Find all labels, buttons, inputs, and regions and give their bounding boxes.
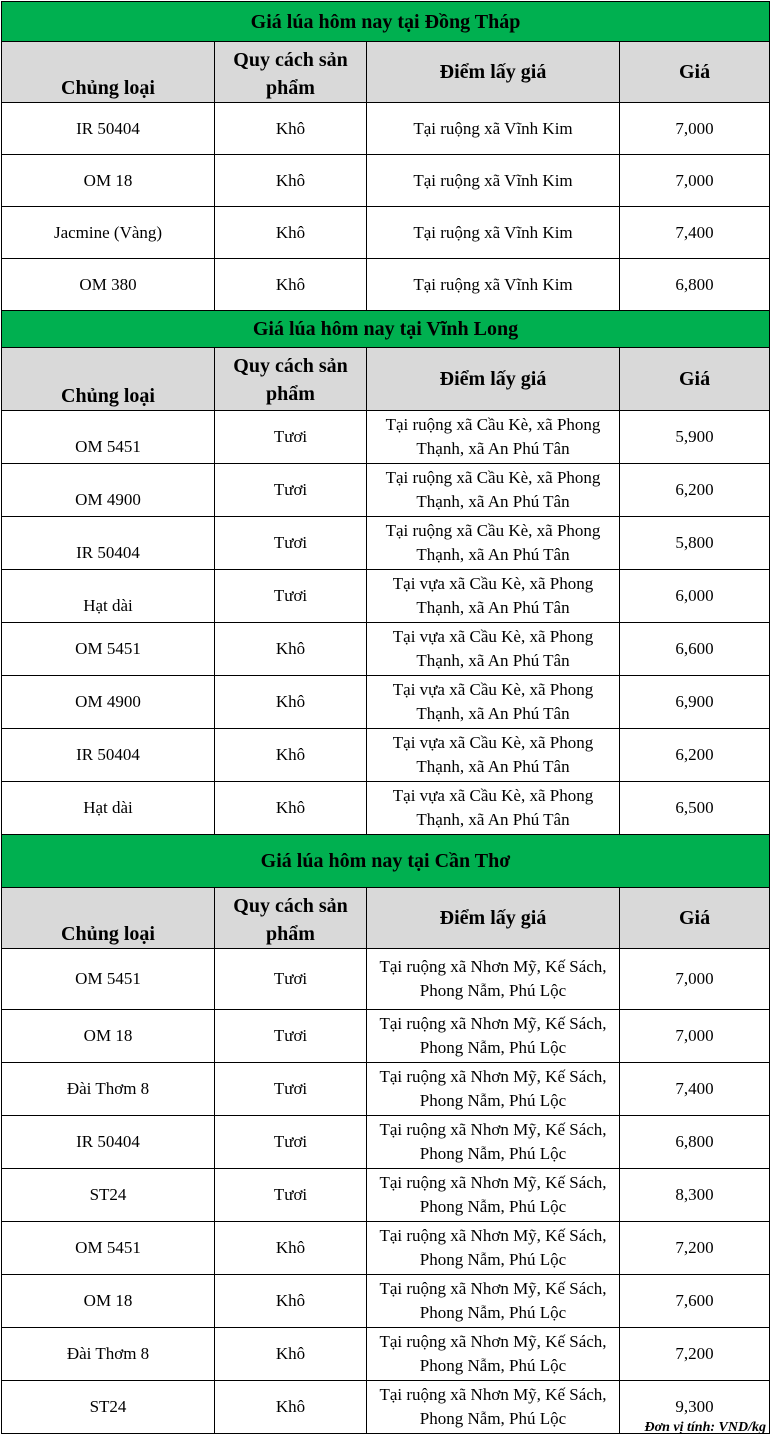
header-price: Giá [620, 42, 770, 103]
cell-place: Tại ruộng xã Nhơn Mỹ, Kế Sách, Phong Nẫm, Phú Lộc [367, 1381, 620, 1434]
table-row [2, 464, 770, 517]
cell-price: 7,000 [620, 949, 770, 1010]
cell-spec: Khô [215, 729, 367, 782]
section-title-row [2, 2, 770, 42]
cell-price: 6,800 [620, 259, 770, 311]
cell-spec: Tươi [215, 464, 367, 517]
cell-type: IR 50404 [2, 103, 215, 155]
header-spec: Quy cách sản phẩm [215, 42, 367, 103]
header-place: Điểm lấy giá [367, 888, 620, 949]
cell-price: 6,900 [620, 676, 770, 729]
cell-type: OM 5451 [2, 949, 215, 1010]
section-title: Giá lúa hôm nay tại Cần Thơ [2, 835, 770, 888]
unit-note: Đơn vị tính: VND/kg [644, 1420, 766, 1435]
table-row [2, 676, 770, 729]
header-spec: Quy cách sản phẩm [215, 348, 367, 411]
cell-place: Tại ruộng xã Vĩnh Kim [367, 103, 620, 155]
cell-spec: Khô [215, 782, 367, 835]
cell-price: 6,800 [620, 1116, 770, 1169]
table-row [2, 411, 770, 464]
cell-spec: Tươi [215, 411, 367, 464]
cell-price: 6,500 [620, 782, 770, 835]
cell-price: 7,600 [620, 1275, 770, 1328]
cell-type: Hạt dài [2, 570, 215, 623]
cell-type: OM 4900 [2, 464, 215, 517]
cell-place: Tại ruộng xã Nhơn Mỹ, Kế Sách, Phong Nẫm, Phú Lộc [367, 949, 620, 1010]
table-row [2, 207, 770, 259]
cell-price: 7,200 [620, 1222, 770, 1275]
table-body [2, 2, 770, 1434]
cell-spec: Tươi [215, 949, 367, 1010]
cell-spec: Tươi [215, 1169, 367, 1222]
header-price: Giá [620, 348, 770, 411]
cell-price: 8,300 [620, 1169, 770, 1222]
cell-type: Hạt dài [2, 782, 215, 835]
section-title: Giá lúa hôm nay tại Đồng Tháp [2, 2, 770, 42]
cell-place: Tại vựa xã Cầu Kè, xã Phong Thạnh, xã An Phú Tân [367, 729, 620, 782]
cell-price: 7,400 [620, 1063, 770, 1116]
cell-price: 7,000 [620, 155, 770, 207]
cell-place: Tại vựa xã Cầu Kè, xã Phong Thạnh, xã An Phú Tân [367, 570, 620, 623]
cell-type: OM 5451 [2, 411, 215, 464]
cell-price: 6,200 [620, 729, 770, 782]
cell-place: Tại ruộng xã Nhơn Mỹ, Kế Sách, Phong Nẫm, Phú Lộc [367, 1275, 620, 1328]
cell-type: Jacmine (Vàng) [2, 207, 215, 259]
cell-type: ST24 [2, 1381, 215, 1434]
rice-price-table [1, 1, 770, 1434]
cell-type: Đài Thơm 8 [2, 1328, 215, 1381]
cell-place: Tại ruộng xã Cầu Kè, xã Phong Thạnh, xã An Phú Tân [367, 411, 620, 464]
table-row [2, 729, 770, 782]
cell-type: OM 18 [2, 1275, 215, 1328]
cell-spec: Tươi [215, 1010, 367, 1063]
column-header-row [2, 888, 770, 949]
header-spec: Quy cách sản phẩm [215, 888, 367, 949]
table-row [2, 1275, 770, 1328]
cell-place: Tại ruộng xã Cầu Kè, xã Phong Thạnh, xã An Phú Tân [367, 517, 620, 570]
cell-place: Tại ruộng xã Vĩnh Kim [367, 259, 620, 311]
table-row [2, 259, 770, 311]
cell-price: 9,300 [620, 1381, 770, 1434]
header-place: Điểm lấy giá [367, 42, 620, 103]
cell-spec: Tươi [215, 1116, 367, 1169]
cell-spec: Khô [215, 1222, 367, 1275]
table-row [2, 1063, 770, 1116]
cell-spec: Khô [215, 103, 367, 155]
cell-type: IR 50404 [2, 517, 215, 570]
cell-type: OM 4900 [2, 676, 215, 729]
cell-type: OM 18 [2, 1010, 215, 1063]
cell-spec: Khô [215, 1275, 367, 1328]
cell-price: 7,000 [620, 1010, 770, 1063]
cell-price: 5,800 [620, 517, 770, 570]
section-title-row [2, 311, 770, 348]
table-row [2, 103, 770, 155]
table-row [2, 517, 770, 570]
cell-spec: Tươi [215, 517, 367, 570]
column-header-row [2, 348, 770, 411]
table-row [2, 1222, 770, 1275]
cell-spec: Tươi [215, 570, 367, 623]
table-row [2, 155, 770, 207]
table-row [2, 1116, 770, 1169]
header-type: Chủng loại [2, 888, 215, 949]
cell-place: Tại vựa xã Cầu Kè, xã Phong Thạnh, xã An Phú Tân [367, 676, 620, 729]
table-row [2, 1169, 770, 1222]
cell-spec: Khô [215, 155, 367, 207]
cell-spec: Khô [215, 676, 367, 729]
header-type: Chủng loại [2, 348, 215, 411]
cell-spec: Khô [215, 1328, 367, 1381]
cell-type: ST24 [2, 1169, 215, 1222]
cell-price: 7,200 [620, 1328, 770, 1381]
table-row [2, 570, 770, 623]
cell-spec: Tươi [215, 1063, 367, 1116]
cell-place: Tại ruộng xã Nhơn Mỹ, Kế Sách, Phong Nẫm, Phú Lộc [367, 1116, 620, 1169]
cell-place: Tại ruộng xã Vĩnh Kim [367, 155, 620, 207]
cell-spec: Khô [215, 1381, 367, 1434]
cell-type: OM 5451 [2, 1222, 215, 1275]
cell-price: 6,000 [620, 570, 770, 623]
cell-place: Tại ruộng xã Vĩnh Kim [367, 207, 620, 259]
cell-place: Tại vựa xã Cầu Kè, xã Phong Thạnh, xã An Phú Tân [367, 623, 620, 676]
cell-type: IR 50404 [2, 1116, 215, 1169]
table-row [2, 1010, 770, 1063]
cell-type: Đài Thơm 8 [2, 1063, 215, 1116]
cell-place: Tại ruộng xã Nhơn Mỹ, Kế Sách, Phong Nẫm, Phú Lộc [367, 1328, 620, 1381]
table-row [2, 949, 770, 1010]
table-row [2, 1328, 770, 1381]
cell-price: 6,200 [620, 464, 770, 517]
cell-price: 5,900 [620, 411, 770, 464]
column-header-row [2, 42, 770, 103]
table-row [2, 782, 770, 835]
header-type: Chủng loại [2, 42, 215, 103]
section-title-row [2, 835, 770, 888]
cell-spec: Khô [215, 259, 367, 311]
cell-place: Tại ruộng xã Nhơn Mỹ, Kế Sách, Phong Nẫm, Phú Lộc [367, 1010, 620, 1063]
cell-place: Tại ruộng xã Nhơn Mỹ, Kế Sách, Phong Nẫm, Phú Lộc [367, 1063, 620, 1116]
cell-place: Tại ruộng xã Nhơn Mỹ, Kế Sách, Phong Nẫm, Phú Lộc [367, 1222, 620, 1275]
cell-price: 6,600 [620, 623, 770, 676]
cell-place: Tại ruộng xã Cầu Kè, xã Phong Thạnh, xã An Phú Tân [367, 464, 620, 517]
cell-place: Tại ruộng xã Nhơn Mỹ, Kế Sách, Phong Nẫm, Phú Lộc [367, 1169, 620, 1222]
cell-type: OM 380 [2, 259, 215, 311]
cell-type: OM 18 [2, 155, 215, 207]
cell-spec: Khô [215, 207, 367, 259]
cell-price: 7,400 [620, 207, 770, 259]
table-row [2, 623, 770, 676]
cell-place: Tại vựa xã Cầu Kè, xã Phong Thạnh, xã An Phú Tân [367, 782, 620, 835]
section-title: Giá lúa hôm nay tại Vĩnh Long [2, 311, 770, 348]
cell-type: OM 5451 [2, 623, 215, 676]
cell-price: 7,000 [620, 103, 770, 155]
header-price: Giá [620, 888, 770, 949]
header-place: Điểm lấy giá [367, 348, 620, 411]
cell-type: IR 50404 [2, 729, 215, 782]
cell-spec: Khô [215, 623, 367, 676]
